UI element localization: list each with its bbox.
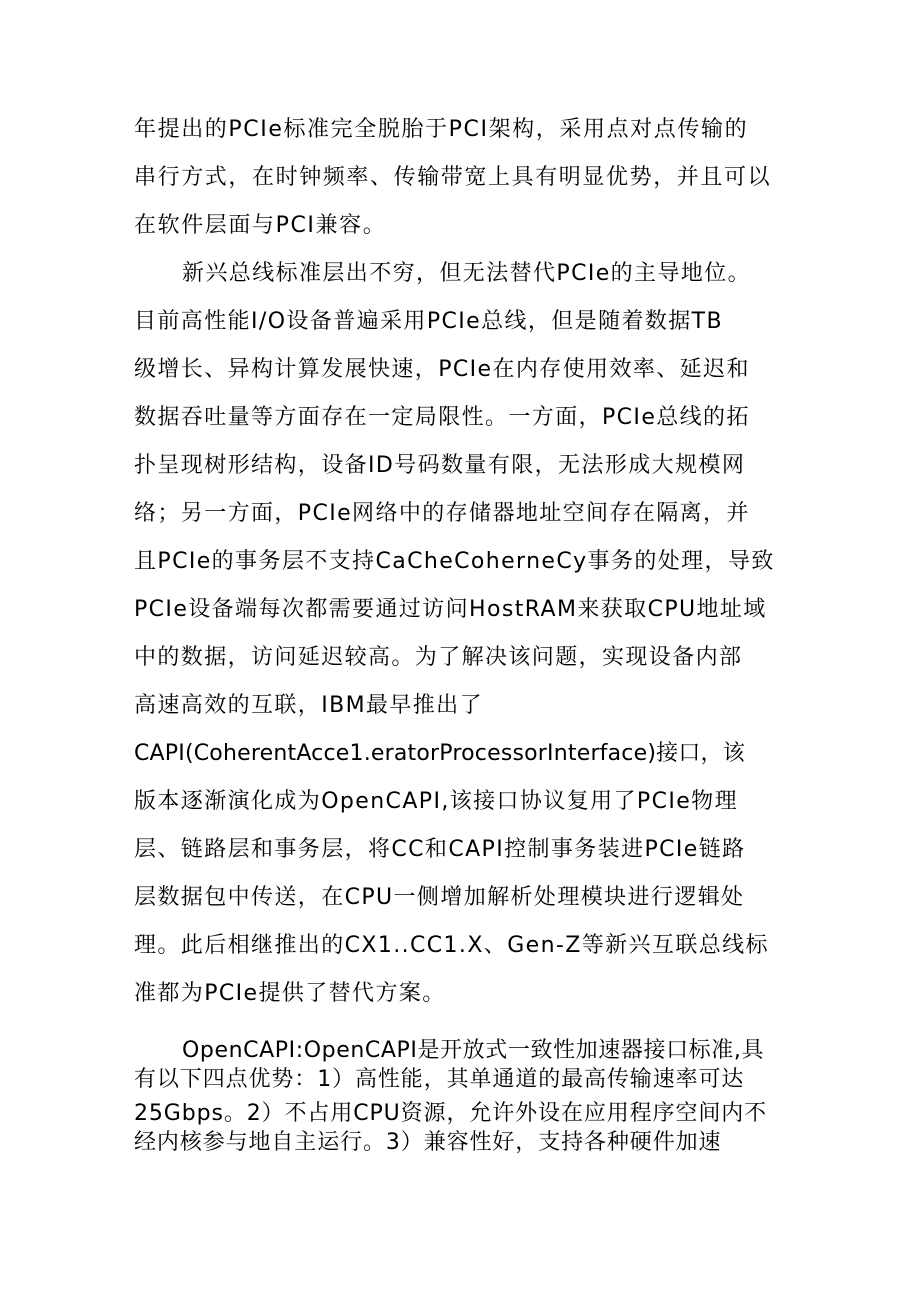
text-line: 且PCIe的事务层不支持CaCheCoherneCy事务的处理，导致 [134,549,775,574]
text-line: 扑呈现树形结构，设备ID号码数量有限，无法形成大规模网 [134,453,746,478]
text-line: 数据吞吐量等方面存在一定局限性。一方面，PCIe总线的拓 [134,405,750,430]
text-line: 络；另一方面，PCIe网络中的存储器地址空间存在隔离，并 [134,501,750,526]
text-line: 在软件层面与PCI兼容。 [134,213,387,238]
text-line: PCIe设备端每次都需要通过访问HostRAM来获取CPU地址域 [134,597,767,622]
text-line: CAPI(CoherentAcce1.eratorProcessorInterface)接口，该 [134,741,745,766]
text-line: 理。此后相继推出的CX1..CC1.X、Gen-Z等新兴互联总线标 [134,933,769,958]
text-line: 准都为PCIe提供了替代方案。 [134,981,446,1006]
text-line: 新兴总线标准层出不穷，但无法替代PCIe的主导地位。 [182,261,752,286]
text-line: 级增长、异构计算发展快速，PCIe在内存使用效率、延迟和 [134,357,750,382]
text-line: 目前高性能I/O设备普遍采用PCIe总线，但是随着数据TB [134,309,724,334]
text-line: 中的数据，访问延迟较高。为了解决该问题，实现设备内部 [134,645,743,670]
text-line: 有以下四点优势：1）高性能，其单通道的最高传输速率可达 [134,1067,745,1092]
text-line: 年提出的PCIe标准完全脱胎于PCI架构，采用点对点传输的 [134,117,749,142]
text-line: 层数据包中传送，在CPU一侧增加解析处理模块进行逻辑处 [134,885,745,910]
text-line: 版本逐渐演化成为OpenCAPI,该接口协议复用了PCIe物理 [134,789,738,814]
text-line: 高速高效的互联，IBM最早推出了 [134,693,483,718]
text-line: 经内核参与地自主运行。3）兼容性好，支持各种硬件加速 [134,1130,722,1155]
text-line: 串行方式，在时钟频率、传输带宽上具有明显优势，并且可以 [134,165,772,190]
text-line: 25Gbps。2）不占用CPU资源，允许外设在应用程序空间内不 [134,1101,768,1126]
text-line: 层、链路层和事务层，将CC和CAPI控制事务装进PCIe链路 [134,837,746,862]
text-line: OpenCAPI:OpenCAPI是开放式一致性加速器接口标准,具 [182,1038,765,1063]
